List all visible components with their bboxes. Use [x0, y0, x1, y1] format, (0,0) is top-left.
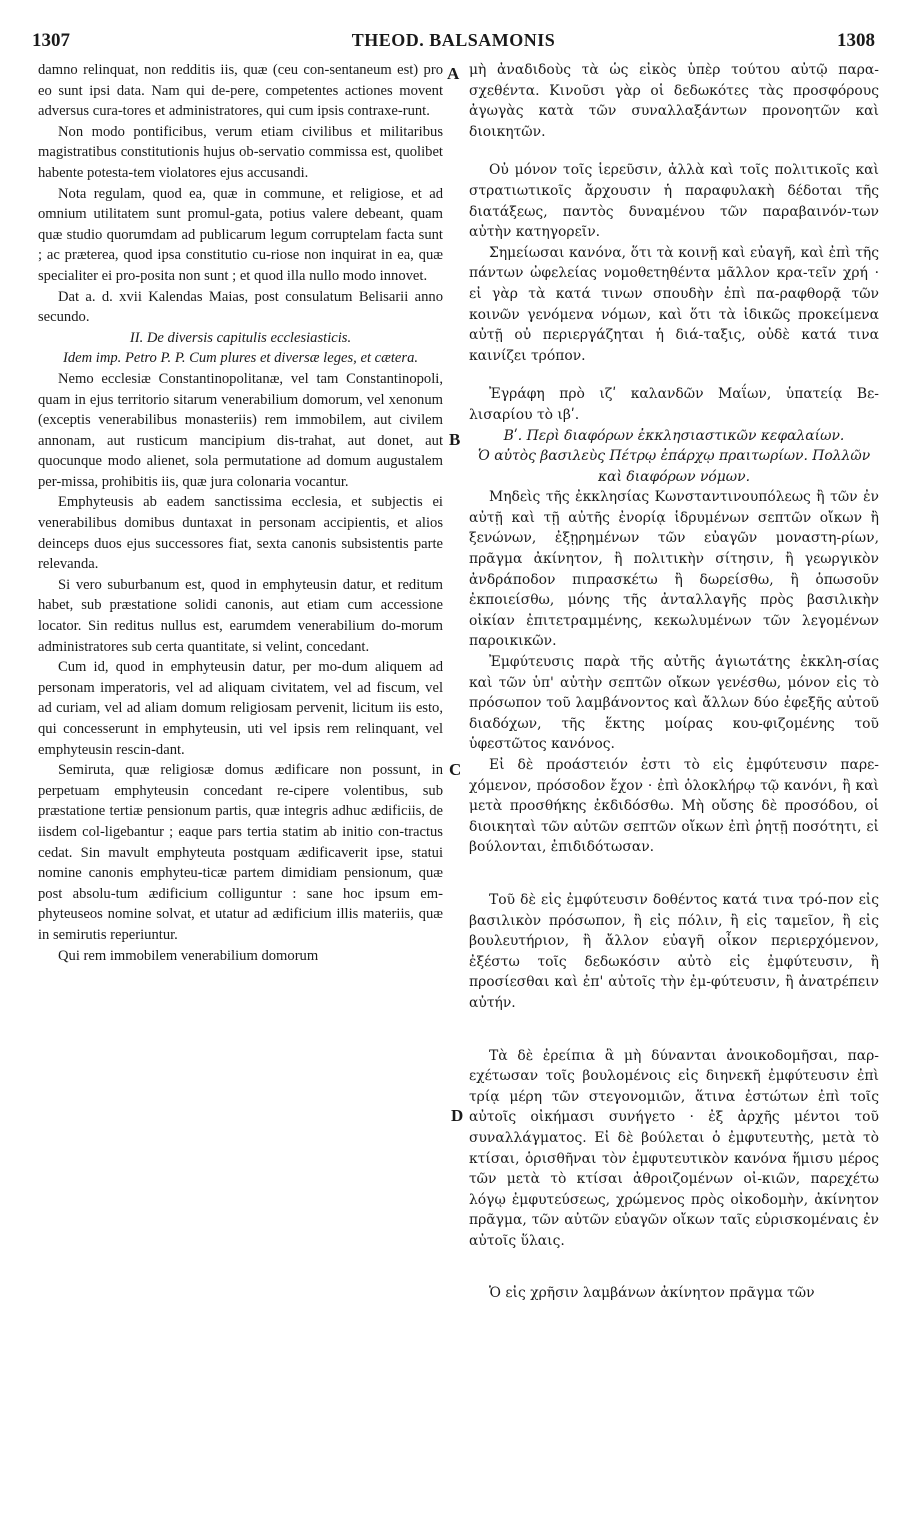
latin-paragraph-2: Non modo pontificibus, verum etiam civilibus et militaribus magistratibus constitutionis hujus ob-servatio commissa est, quolibet habente potesta-tem violatores ejus accusandi.	[38, 123, 443, 181]
greek-paragraph-2: Οὐ μόνον τοῖς ἱερεῦσιν, ἀλλὰ καὶ τοῖς πολιτικοῖς καὶ στρατιωτικοῖς ἄρχουσιν ἡ παραφυλακὴ δέδοται τῆς διατάξεως, παντὸς δυναμένου τῶν παραβαινόν-των αὐτὴν κατηγορεῖν.	[469, 162, 879, 241]
margin-marker-c: C	[449, 760, 462, 779]
margin-marker-b: B	[449, 430, 461, 449]
latin-date-line: Dat a. d. xvii Kalendas Maias, post consulatum Belisarii anno secundo.	[38, 288, 443, 326]
latin-column	[38, 60, 443, 966]
right-page-number: 1308	[837, 30, 875, 51]
greek-section-subheading: Ὁ αὐτὸς βασιλεὺς Πέτρῳ ἐπάρχῳ πραιτωρίων. Πολλῶν καὶ διαφόρων νόμων.	[477, 448, 871, 485]
latin-paragraph-10: Qui rem immobilem venerabilium domorum	[58, 947, 319, 964]
greek-paragraph-8: Τοῦ δὲ εἰς ἐμφύτευσιν δοθέντος κατά τινα τρό-πον εἰς βασιλικὸν πρόσωπον, ἢ εἰς πόλιν, ἢ εἰς ταμεῖον, ἢ εἰς βουλευτήριον, ἢ ἄλλον εὐαγῆ οἶκον περιερχόμενον, ἐξέστω τοῖς δεδωκόσιν αὐτὸ εἰς ἐμφύτευσιν, ἢ προσίεσθαι καὶ ἐπ' αὐτοῖς τὴν ἐμ-φύτευσιν, ἢ ἀνατρέπειν αὐτήν.	[469, 891, 879, 1011]
margin-marker-d: D	[451, 1106, 464, 1125]
running-title: THEOD. BALSAMONIS	[351, 30, 556, 50]
latin-paragraph-6: Emphyteusis ab eadem sanctissima ecclesia, et subjectis ei venerabilibus domibus duntaxat in personam accipientis, et alios deinceps duos ejus successores fiat, sexta canonis subsistentis parte relevanda.	[38, 494, 443, 573]
greek-paragraph-10: Ὁ εἰς χρῆσιν λαμβάνων ἀκίνητον πρᾶγμα τῶν	[489, 1285, 815, 1302]
margin-marker-a: A	[447, 64, 460, 83]
greek-paragraph-6: Ἐμφύτευσις παρὰ τῆς αὐτῆς ἁγιωτάτης ἐκκλη-σίας καὶ τῶν ὑπ' αὐτὴν σεπτῶν οἴκων γενέσθω, μόνον εἰς τὸ πρόσωπον τοῦ λαμβάνοντος καὶ ἄλλων δύο ἐφεξῆς αὐτοῦ διαδόχων, τῆς ἕκτης μοίρας κου-φιζομένης τοῦ ὑφεστῶτος κανόνος.	[469, 654, 879, 753]
greek-date-line: Ἐγράφη πρὸ ιζʹ καλανδῶν Μαΐων, ὑπατείᾳ Βε-λισαρίου τὸ ιβʹ.	[469, 386, 879, 423]
latin-paragraph-1: damno relinquat, non redditis iis, quæ (ceu con-sentaneum est) pro eo sunt ipsi data. Nam qui de-pere, competentes actiones movent adversus cura-tores et administratores, qui cum ipsis contraxe-runt.	[38, 62, 443, 120]
greek-column	[469, 60, 879, 1304]
greek-paragraph-9: Τὰ δὲ ἐρείπια ἃ μὴ δύνανται ἀνοικοδομῆσαι, παρ-εχέτωσαν τοῖς βουλομένοις εἰς διηνεκῆ ἐμφύτευσιν ἐπὶ τρίᾳ μέρη τῶν στεγονομιῶν, ἅτινα ἐστώτων ἐπὶ τοῖς αὐτοῖς οἰκήμασι συνήγετο · ἐξ ἀρχῆς μέντοι τοῦ συναλλάγματος. Εἰ δὲ βούλεται ὁ ἐμφυτευτὴς, μετὰ τὸ κτίσαι, ὁρισθῆναι τὸν ἐμφυτευτικὸν κανόνα ἥμισυ μέρος τῶν μετὰ τὸ κτίσαι ἀθροιζομένων οἰ-κιῶν, παρεχέτω λόγῳ ἐμφυτεύσεως, χρώμενος πρὸς οἰκοδομὴν, ἀκίνητον πρᾶγμα, τῶν αὐτῶν εὐαγῶν οἴκων ταῖς εὑρισκομέναις ἐν αὐτοῖς ὕλαις.	[469, 1047, 879, 1249]
running-header	[32, 30, 875, 56]
latin-paragraph-5: Nemo ecclesiæ Constantinopolitanæ, vel tam Constantinopoli, quam in ejus territorio sitarum venerabilium domorum, vel xenonum (exceptis venerabilibus monasteriis) rem immobilem, aut civilem annonam, aut rusticum mancipium dis-trahat, aut donet, aut quocunque modo alienet, sola permutatione ad domum augustalem per-missa, prohibitis iis, quæ jura colonaria vocantur.	[38, 370, 443, 490]
greek-paragraph-1: μὴ ἀναδιδοὺς τὰ ὡς εἰκὸς ὑπὲρ τούτου αὐτῷ παρα-σχεθέντα. Κινοῦσι γὰρ οἱ δεδωκότες τὰς προσφόρους ἀγωγὰς κατὰ τῶν συναλλαξάντων προνοητῶν καὶ διοικητῶν.	[469, 62, 879, 140]
left-page-number: 1307	[32, 30, 70, 51]
latin-paragraph-3: Nota regulam, quod ea, quæ in commune, et religiose, et ad omnium utilitatem sunt promul-gata, potius valere debeant, quam quæ studio quorumdam ad publicarum legum corruptelam facta sunt ; ac præterea, quod ipsa constitutio cu-riose non inquirat in ea, quæ specialiter ei pro-posita non sunt ; et quod illa nullo modo innovet.	[38, 185, 443, 284]
latin-paragraph-9: Semiruta, quæ religiosæ domus ædificare non possunt, in perpetuam emphyteusin concedant re-cipere volentibus, sub præstatione tertiæ pensionum partis, quæ integris adhuc ædificiis, de iisdem col-ligebantur ; eaque pars tertia statim ab initio con-tractus cedat. Sin mavult emphyteuta postquam ædificaverit ipse, statui nomine canonis emphyteu-ticæ partem dimidiam pensionum, quæ post absolu-tum ædificium colliguntur : sane hoc ipsum em-phyteuseos nomine solvat, et utatur ad ædificium illis materiis, quæ in semirutis reperiuntur.	[38, 762, 443, 943]
greek-paragraph-3: Σημείωσαι κανόνα, ὅτι τὰ κοινῇ καὶ εὐαγῆ, καὶ ἐπὶ τῆς πάντων ὠφελείας νομοθετηθέντα μᾶλλον κρα-τεῖν χρή · εἰ γὰρ τὰ κατά τινων σπουδὴν ἐπὶ πα-ραφθορᾷ τῶν κοινῶν γενόμενα νόμων, καὶ ὅτι τὰ ἰδικῶς προκείμενα αὐτῇ οὐ περιεργάζηται ἡ διά-ταξις, οὐδὲ κατά τινα καινίζει τρόπον.	[469, 244, 879, 364]
greek-paragraph-7: Εἰ δὲ προάστειόν ἐστι τὸ εἰς ἐμφύτευσιν παρε-χόμενον, πρόσοδον ἔχον · ἐπὶ ὁλοκλήρῳ τῷ κανόνι, ἢ καὶ μετὰ προσθήκης ἐκδιδόσθω. Μὴ οὔσης δὲ προσόδου, οἱ διοικηταὶ τῶν αὐτῶν σεπτῶν οἴκων ἐπὶ ῥητῇ ποσότητι, εἰ βούλονται, ἐπιδιδότωσαν.	[469, 757, 879, 856]
latin-section-subheading: Idem imp. Petro P. P. Cum plures et diversæ leges, et cætera.	[62, 350, 419, 367]
greek-paragraph-5: Μηδεὶς τῆς ἐκκλησίας Κωνσταντινουπόλεως ἢ τῶν ἐν αὐτῇ καὶ τῇ αὐτῆς ἐνορίᾳ ἱδρυμένων σεπτῶν οἴκων ἢ ξενώνων, ἐξῃρημένων τῶν εὐαγῶν μοναστη-ρίων, πρᾶγμα ἀκίνητον, ἢ πολιτικὴν σίτησιν, ἢ γεωργικὸν ἀνδράποδον πιπρασκέτω ἢ δωρείσθω, ἢ ὁπωσοῦν ἐκποιείσθω, μόνης τῆς ἀνταλλαγῆς πρὸς βασιλικὴν οἰκίαν ἐπιτετραμμένης, κεκωλυμένων τῶν λεγομένων παροικικῶν.	[469, 489, 879, 650]
latin-paragraph-8: Cum id, quod in emphyteusin datur, per mo-dum aliquem ad personam imperatoris, vel ad aliquam civitatem, vel ad fiscum, vel ad curiam, vel ad aliam domum religiosam pervenit, licitum iis esto, qui concesserunt in emphyteusin, uti vel ipsis rem relinquant, vel emphyteusin rescin-dant.	[38, 659, 443, 758]
latin-section-heading: II. De diversis capitulis ecclesiasticis.	[129, 329, 352, 346]
latin-paragraph-7: Si vero suburbanum est, quod in emphyteusin datur, et reditum habet, sub præstatione solidi canonis, aut etiam cum accessione locator. Sin reditus nullus est, earumdem venerabilium do-morum administratores sub certa quantitate, si velint, concedant.	[38, 576, 443, 655]
greek-section-heading: Βʹ. Περὶ διαφόρων ἐκκλησιαστικῶν κεφαλαίων.	[503, 427, 845, 444]
